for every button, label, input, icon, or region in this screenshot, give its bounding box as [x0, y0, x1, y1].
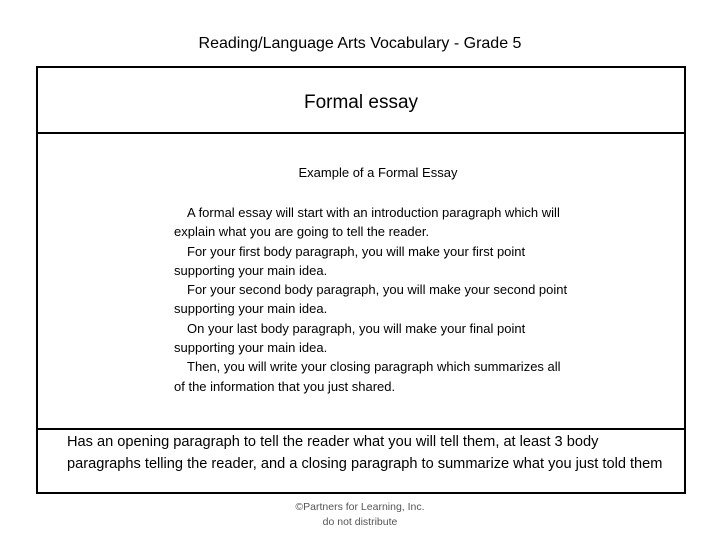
example-paragraph-first-body: For your first body paragraph, you will make your first point supporting your main idea. [174, 243, 526, 278]
example-paragraph-closing: Then, you will write your closing paragraph which summarizes all of the information that you just shared. [174, 359, 561, 394]
example-paragraph-second-body: For your second body paragraph, you will make your second point supporting your main idea. [174, 282, 568, 317]
vocabulary-card [36, 66, 686, 494]
vocabulary-term: Formal essay [303, 92, 419, 113]
example-paragraph-intro: A formal essay will start with an introduction paragraph which will explain what you are going to tell the reader. [174, 205, 560, 240]
page-title: Reading/Language Arts Vocabulary - Grade 5 [198, 35, 522, 52]
term-row [38, 68, 684, 134]
example-paragraph-last-body: On your last body paragraph, you will make your final point supporting your main idea. [174, 320, 526, 356]
example-body [174, 203, 574, 396]
definition-text: Has an opening paragraph to tell the reader what you will tell them, at least 3 body paragraphs telling the reader, and a closing paragraph to summarize what you just told them [67, 434, 663, 472]
section-divider [38, 428, 684, 430]
distribution-notice: do not distribute [322, 515, 398, 528]
example-title: Example of a Formal Essay [298, 165, 458, 180]
copyright-text: ©Partners for Learning, Inc. [295, 501, 425, 513]
footer [0, 500, 720, 529]
